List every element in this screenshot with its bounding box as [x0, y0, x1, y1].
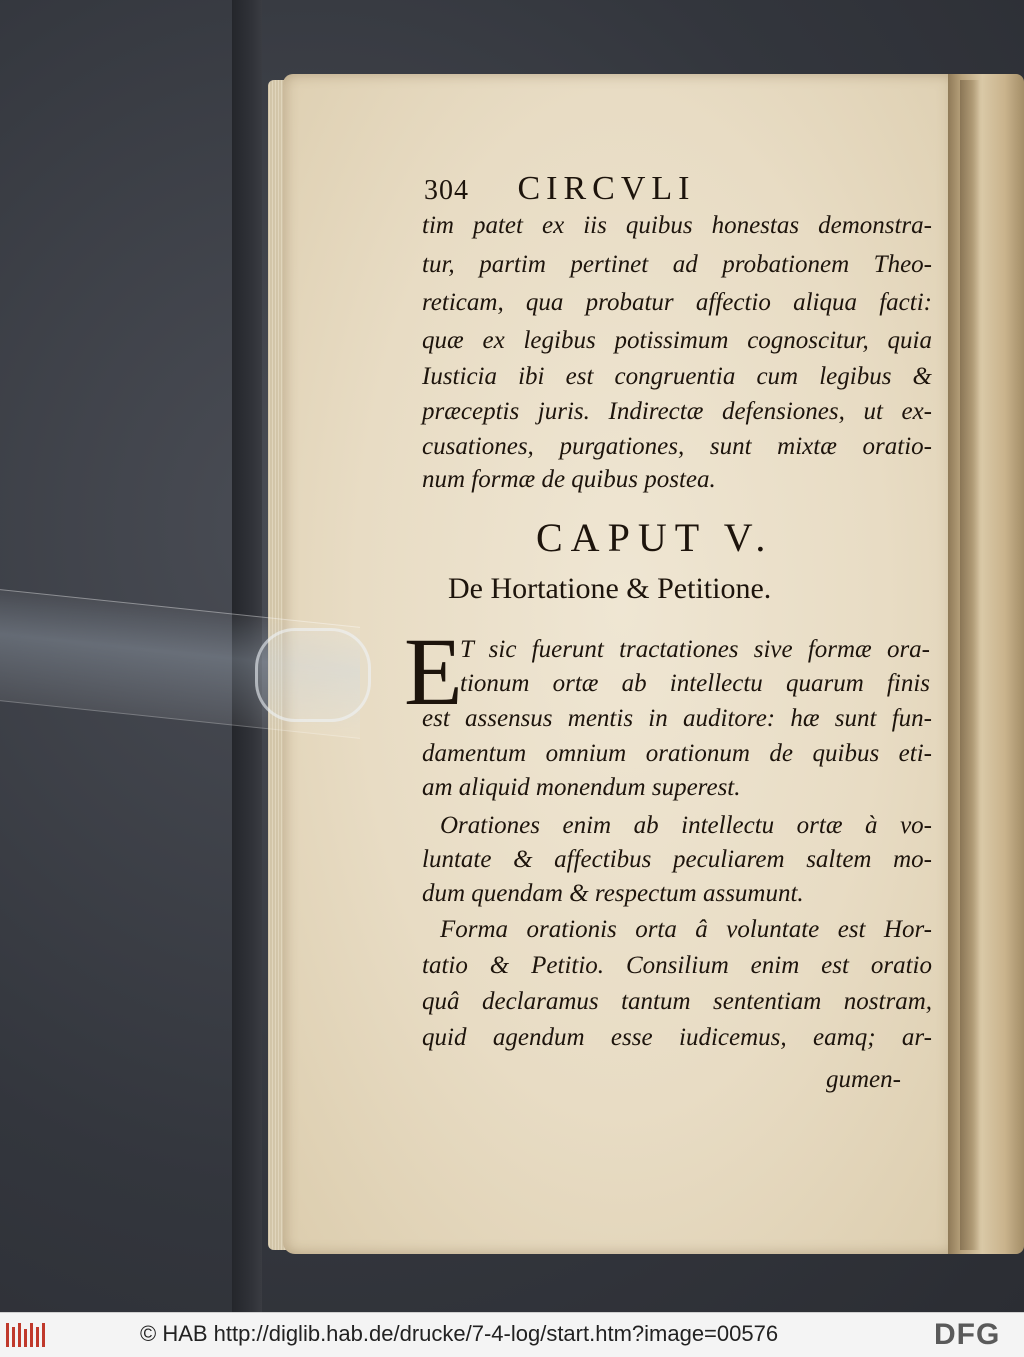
running-header: [424, 170, 964, 208]
page-number: 304: [424, 175, 469, 206]
dfg-logo: DFG: [934, 1318, 1001, 1351]
text-line: est assensus mentis in auditore: hæ sunt fun-: [422, 705, 932, 732]
text-line: quid agendum esse iudicemus, eamq; ar-: [422, 1024, 932, 1051]
running-title: CIRCVLI: [517, 170, 696, 207]
text-line: quæ ex legibus potissimum cognoscitur, quia: [422, 327, 932, 354]
text-line: tionum ortæ ab intellectu quarum finis: [460, 670, 930, 697]
text-line: tur, partim pertinet ad probationem Theo-: [422, 251, 932, 278]
text-line: dum quendam & respectum assumunt.: [422, 880, 804, 907]
chapter-subtitle: De Hortatione & Petitione.: [448, 572, 772, 605]
text-line: Iusticia ibi est congruentia cum legibus &: [422, 363, 932, 390]
text-line: præceptis juris. Indirectæ defensiones, ut ex-: [422, 398, 932, 425]
text-line: Forma orationis orta â voluntate est Hor-: [440, 916, 932, 943]
page-holder-clamp: [0, 568, 380, 758]
text-line: T sic fuerunt tractationes sive formæ ora-: [460, 636, 930, 663]
text-line: luntate & affectibus peculiarem saltem mo-: [422, 846, 932, 873]
catchword: gumen-: [826, 1066, 901, 1093]
text-line: num formæ de quibus postea.: [422, 466, 716, 493]
copyright-link[interactable]: © HAB http://diglib.hab.de/drucke/7-4-log/start.htm?image=00576: [140, 1321, 779, 1346]
text-line: tim patet ex iis quibus honestas demonstra-: [422, 212, 932, 239]
footer-bar: [0, 1312, 1024, 1357]
chapter-title: CAPUT V.: [536, 515, 774, 560]
text-line: damentum omnium orationum de quibus eti-: [422, 740, 932, 767]
text-line: cusationes, purgationes, sunt mixtæ oratio-: [422, 433, 932, 460]
text-line: am aliquid monendum superest.: [422, 774, 741, 801]
text-line: quâ declaramus tantum sententiam nostram,: [422, 988, 932, 1015]
text-line: reticam, qua probatur affectio aliqua facti:: [422, 289, 932, 316]
text-line: tatio & Petitio. Consilium enim est oratio: [422, 952, 932, 979]
text-line: Orationes enim ab intellectu ortæ à vo-: [440, 812, 932, 839]
hab-logo-icon: [6, 1321, 46, 1349]
drop-capital: E: [404, 618, 463, 725]
